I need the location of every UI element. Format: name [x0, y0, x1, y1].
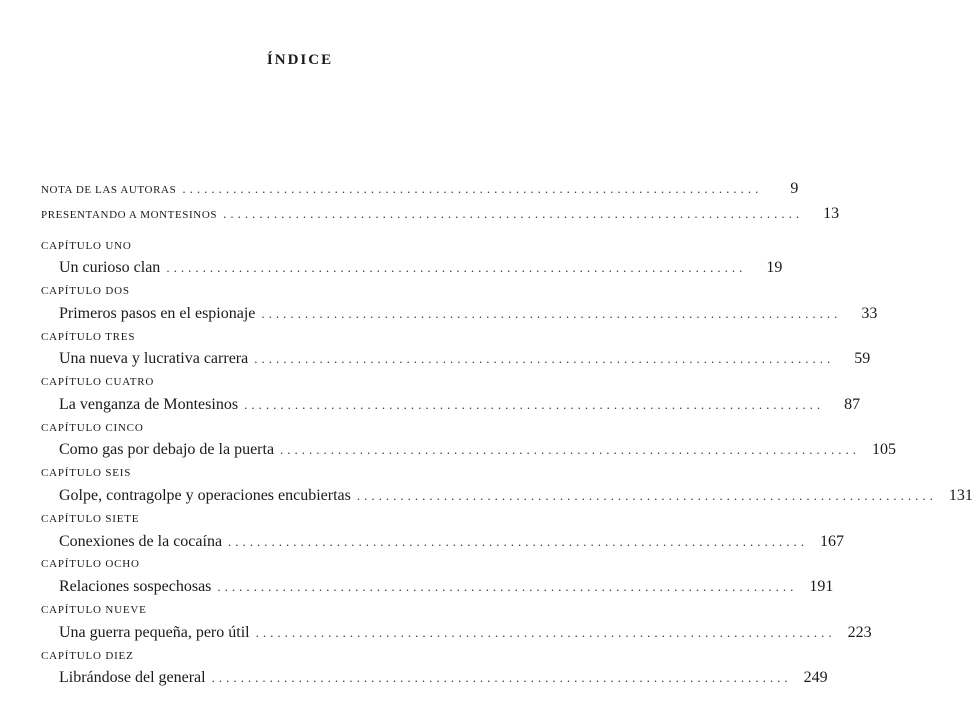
toc-page-number: 167	[820, 533, 845, 550]
leader-dots: ................................................................................	[166, 260, 747, 275]
page-title: ÍNDICE	[266, 52, 334, 68]
toc-page-number: 249	[803, 669, 828, 686]
leader-dots: ................................................................................	[356, 488, 937, 503]
chapter-heading: CAPÍTULO CINCO	[41, 422, 144, 434]
toc-page-number: 19	[766, 259, 783, 276]
toc-chapter-item[interactable]	[59, 396, 861, 414]
toc-chapter-item[interactable]	[59, 350, 871, 368]
leader-dots: ................................................................................	[255, 625, 836, 640]
chapter-heading: CAPÍTULO TRES	[41, 331, 136, 343]
chapter-title: Como gas por debajo de la puerta	[59, 441, 275, 458]
toc-chapter-item[interactable]	[59, 305, 878, 323]
toc-page-number: 87	[844, 396, 861, 413]
chapter-title: Librándose del general	[59, 669, 206, 686]
table-of-contents	[41, 0, 973, 709]
chapter-heading: CAPÍTULO SIETE	[41, 513, 140, 525]
leader-dots: ................................................................................	[228, 534, 809, 549]
toc-front-matter-item[interactable]	[41, 180, 799, 198]
leader-dots: ................................................................................	[223, 206, 804, 221]
leader-dots: ................................................................................	[244, 397, 825, 412]
chapter-heading: CAPÍTULO DIEZ	[41, 650, 134, 662]
toc-page-number: 9	[790, 180, 799, 197]
chapter-title: Primeros pasos en el espionaje	[59, 305, 256, 322]
chapter-title: Golpe, contragolpe y operaciones encubiertas	[59, 487, 351, 504]
toc-chapter-item[interactable]	[59, 487, 973, 505]
chapter-title: Un curioso clan	[59, 259, 161, 276]
chapter-heading: CAPÍTULO CUATRO	[41, 376, 155, 388]
leader-dots: ................................................................................	[182, 181, 763, 196]
chapter-title: Una nueva y lucrativa carrera	[59, 350, 249, 367]
chapter-title: Relaciones sospechosas	[59, 578, 212, 595]
toc-page-number: 13	[823, 205, 840, 222]
toc-chapter-item[interactable]	[59, 578, 834, 596]
leader-dots: ................................................................................	[254, 351, 835, 366]
leader-dots: ................................................................................	[217, 579, 798, 594]
toc-item-label: NOTA DE LAS AUTORAS	[41, 184, 177, 196]
chapter-title: Una guerra pequeña, pero útil	[59, 624, 250, 641]
leader-dots: ................................................................................	[280, 442, 861, 457]
toc-chapter-item[interactable]	[59, 441, 897, 459]
toc-page-number: 131	[948, 487, 973, 504]
chapter-heading: CAPÍTULO NUEVE	[41, 604, 147, 616]
toc-page-number: 105	[872, 441, 897, 458]
chapter-heading: CAPÍTULO DOS	[41, 285, 130, 297]
toc-chapter-item[interactable]	[59, 533, 845, 551]
chapter-heading: CAPÍTULO UNO	[41, 240, 132, 252]
toc-item-label: PRESENTANDO A MONTESINOS	[41, 209, 218, 221]
toc-page-number: 191	[809, 578, 834, 595]
toc-chapter-item[interactable]	[59, 259, 783, 277]
chapter-heading: CAPÍTULO SEIS	[41, 467, 132, 479]
chapter-title: La venganza de Montesinos	[59, 396, 239, 413]
toc-page-number: 33	[861, 305, 878, 322]
toc-front-matter-item[interactable]	[41, 205, 840, 223]
toc-chapter-item[interactable]	[59, 669, 828, 687]
toc-page-number: 59	[854, 350, 871, 367]
chapter-heading: CAPÍTULO OCHO	[41, 558, 140, 570]
chapter-title: Conexiones de la cocaína	[59, 533, 223, 550]
leader-dots: ................................................................................	[211, 670, 792, 685]
toc-chapter-item[interactable]	[59, 624, 872, 642]
toc-page-number: 223	[847, 624, 872, 641]
leader-dots: ................................................................................	[261, 306, 842, 321]
